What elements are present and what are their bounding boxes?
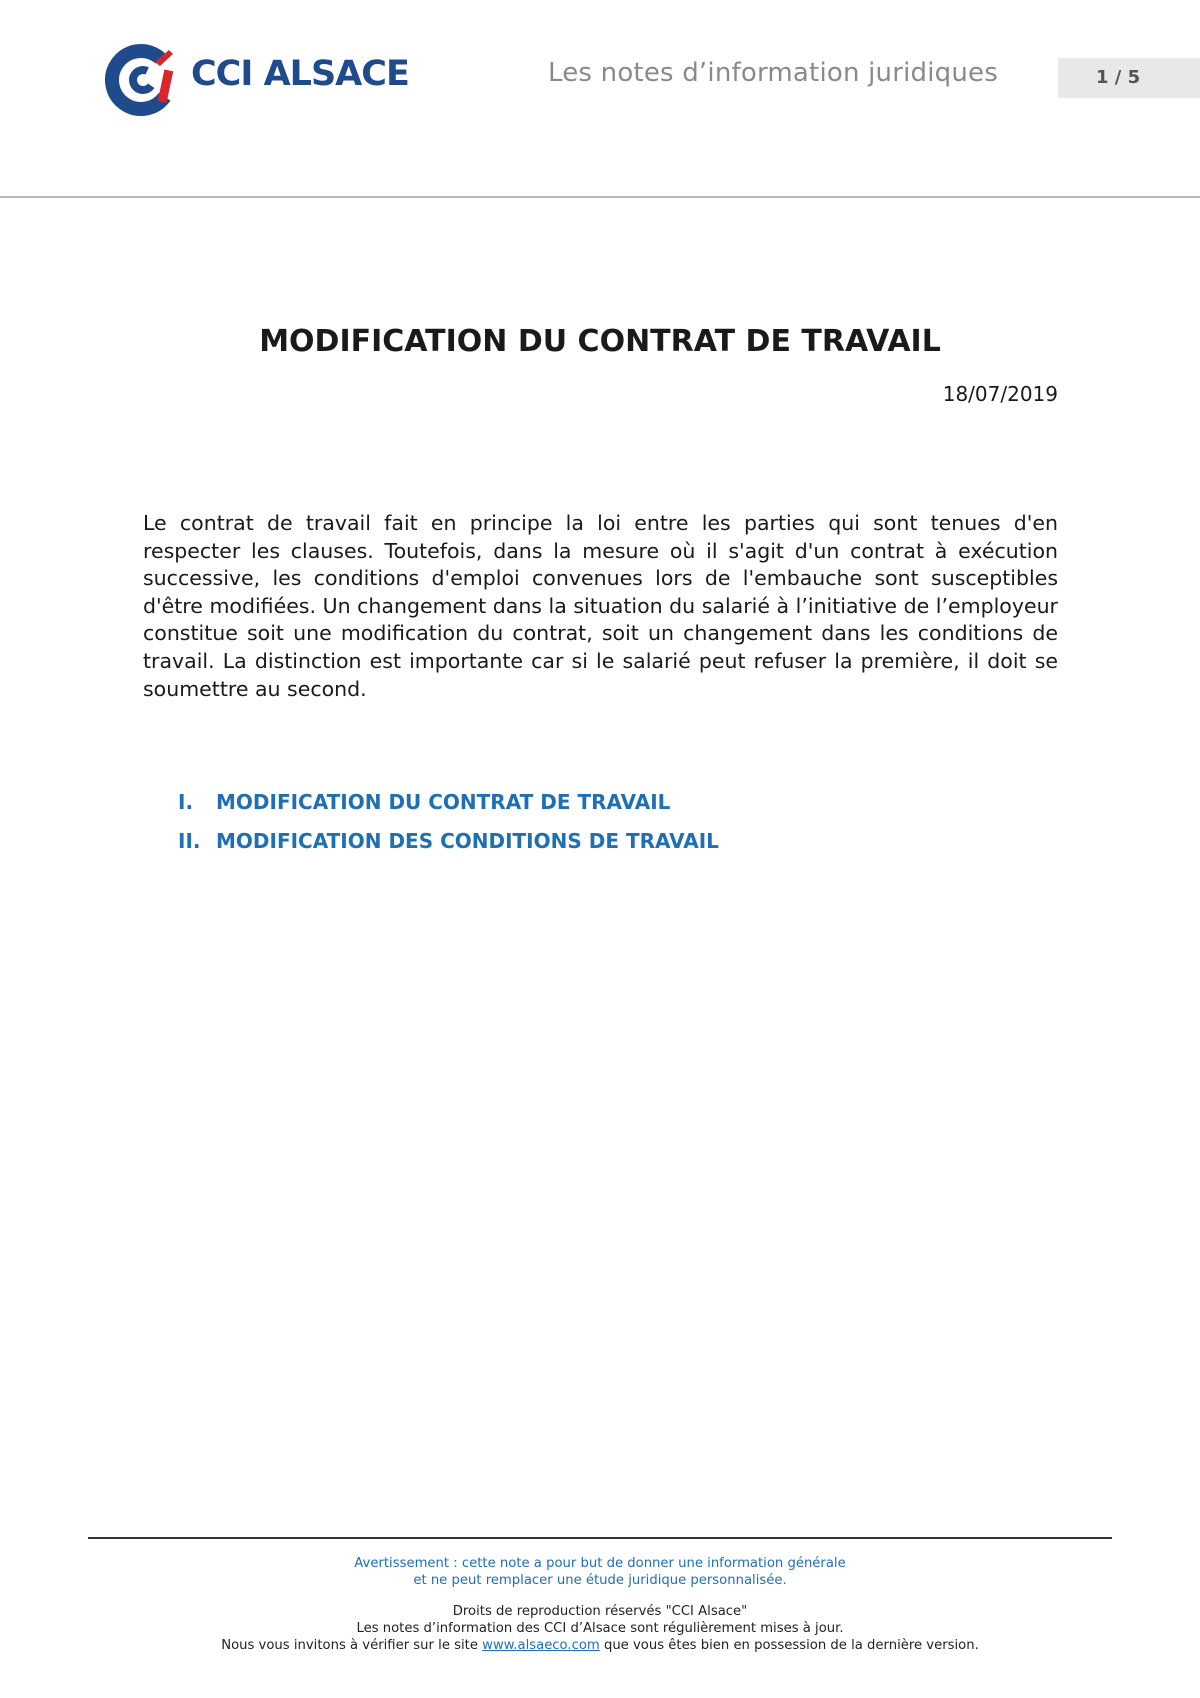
footer-warning-line: Avertissement : cette note a pour but de donner une information générale — [354, 1556, 846, 1571]
footer-rights — [0, 1603, 1200, 1654]
toc-item-label: MODIFICATION DU CONTRAT DE TRAVAIL — [216, 790, 671, 814]
table-of-contents — [178, 790, 719, 868]
toc-item-number: I. — [178, 790, 194, 814]
brand-name: CCI ALSACE — [191, 54, 409, 94]
intro-paragraph: Le contrat de travail fait en principe la loi entre les parties qui sont tenues d'en respecter les clauses. Toutefois, dans la mesure où il s'agit d'un contrat à exécution successive, les conditions d'emploi convenues lors de l'embauche sont susceptibles d'être modifiées. Un changement dans la situation du salarié à l’initiative de l’employeur constitue soit une modification du contrat, soit un changement dans les conditions de travail. La distinction est importante car si le salarié peut refuser la première, il doit se soumettre au second. — [143, 511, 1058, 701]
toc-item[interactable] — [178, 790, 719, 829]
document-date: 18/07/2019 — [942, 382, 1058, 406]
footer-text: que vous êtes bien en possession de la dernière version. — [603, 1638, 979, 1653]
footer-divider — [88, 1537, 1112, 1539]
alsaeco-link[interactable]: www.alsaeco.com — [482, 1638, 600, 1653]
footer-rights-line: Les notes d’information des CCI d’Alsace sont régulièrement mises à jour. — [356, 1621, 844, 1636]
series-title: Les notes d’information juridiques — [548, 58, 998, 88]
toc-item[interactable] — [178, 829, 719, 868]
document-title: MODIFICATION DU CONTRAT DE TRAVAIL — [259, 324, 941, 359]
cci-logo-icon — [103, 40, 185, 122]
footer-text: Nous vous invitons à vérifier sur le site — [221, 1638, 478, 1653]
toc-item-number: II. — [178, 829, 201, 853]
footer-rights-line — [0, 1637, 1200, 1654]
page-indicator: 1 / 5 — [1058, 58, 1200, 98]
footer-warning — [0, 1555, 1200, 1589]
header-divider — [0, 196, 1200, 198]
footer-rights-line: Droits de reproduction réservés "CCI Alsace" — [452, 1604, 748, 1619]
cci-logo — [103, 40, 433, 122]
footer-warning-line: et ne peut remplacer une étude juridique personnalisée. — [413, 1573, 787, 1588]
footer — [0, 1555, 1200, 1654]
toc-item-label: MODIFICATION DES CONDITIONS DE TRAVAIL — [216, 829, 719, 853]
